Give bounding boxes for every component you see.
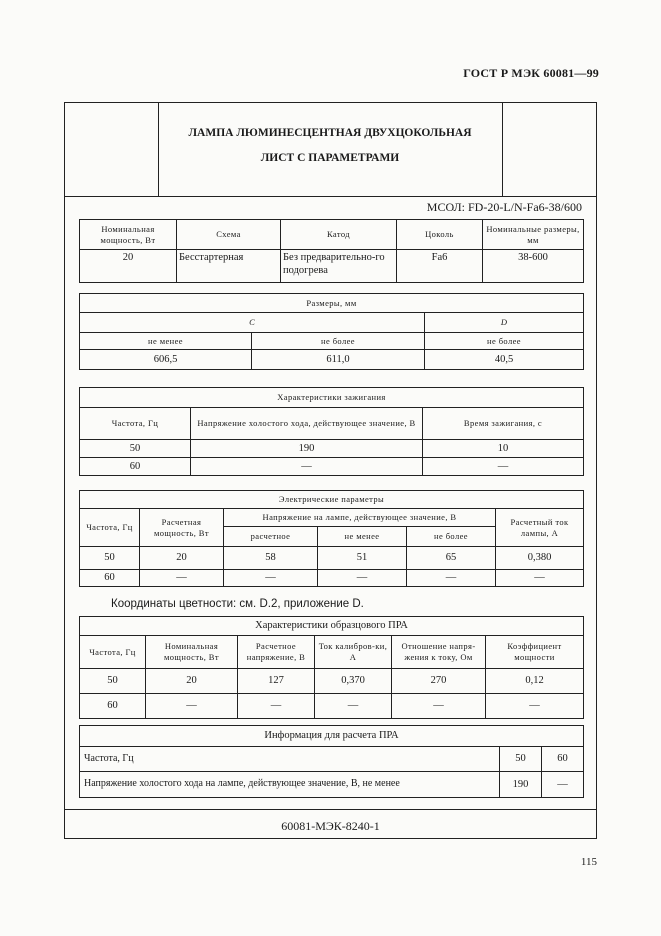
cell: — xyxy=(224,570,318,587)
page-number: 115 xyxy=(580,856,597,868)
header-open-voltage: Напряжение холостого хода, действующее значение, В xyxy=(191,408,423,440)
header-calibration-current: Ток калибров-ки, А xyxy=(315,636,392,669)
table-row xyxy=(80,772,584,798)
table-row xyxy=(80,333,584,350)
ballast-table xyxy=(79,616,584,719)
cell: 50 xyxy=(80,547,140,570)
cell: 51 xyxy=(318,547,407,570)
ignition-title: Характеристики зажигания xyxy=(80,388,584,408)
dimension-d-label: D xyxy=(425,313,584,333)
row-label-frequency: Частота, Гц xyxy=(80,747,500,772)
title-divider-left xyxy=(158,103,159,196)
sub-max: не более xyxy=(252,333,425,350)
ignition-table xyxy=(79,387,584,476)
table-row xyxy=(80,388,584,408)
cell: 10 xyxy=(423,440,584,458)
sheet-title: ЛАМПА ЛЮМИНЕСЦЕНТНАЯ ДВУХЦОКОЛЬНАЯ xyxy=(188,127,472,139)
cell: — xyxy=(318,570,407,587)
table-row xyxy=(80,669,584,694)
dimensions-title: Размеры, мм xyxy=(80,294,584,313)
sub-min: не менее xyxy=(80,333,252,350)
cell: 60 xyxy=(80,694,146,719)
cell: 60 xyxy=(80,458,191,476)
cell: — xyxy=(542,772,584,798)
cell: 65 xyxy=(407,547,496,570)
cell: 50 xyxy=(80,440,191,458)
cell: 0,380 xyxy=(496,547,584,570)
table-row xyxy=(80,636,584,669)
dimension-c-label: C xyxy=(80,313,425,333)
header-voltage-max: не более xyxy=(407,527,496,547)
value-d-max: 40,5 xyxy=(425,350,584,370)
header-power-factor: Коэффициент мощности xyxy=(486,636,584,669)
table-row xyxy=(80,617,584,636)
header-lamp-current: Расчетный ток лампы, А xyxy=(496,509,584,547)
cell-cap: Fa6 xyxy=(397,250,483,283)
cell: 50 xyxy=(500,747,542,772)
cell-scheme: Бесстартерная xyxy=(177,250,281,283)
table-row xyxy=(80,313,584,333)
table-row xyxy=(80,509,584,527)
cell-power: 20 xyxy=(80,250,177,283)
electrical-table xyxy=(79,490,584,587)
title-bottom-line xyxy=(65,196,596,197)
header-frequency: Частота, Гц xyxy=(80,636,146,669)
ballast-info-table xyxy=(79,725,584,798)
cell: 60 xyxy=(80,570,140,587)
table-row xyxy=(80,294,584,313)
dimensions-table xyxy=(79,293,584,370)
cell: 50 xyxy=(80,669,146,694)
header-frequency: Частота, Гц xyxy=(80,509,140,547)
header-scheme: Схема xyxy=(177,220,281,250)
cell: — xyxy=(486,694,584,719)
table-row xyxy=(80,491,584,509)
title-divider-right xyxy=(502,103,503,196)
cell: — xyxy=(423,458,584,476)
sheet-frame xyxy=(64,102,597,839)
header-voltage-current-ratio: Отношение напря-жения к току, Ом xyxy=(392,636,486,669)
cell: — xyxy=(238,694,315,719)
sheet-subtitle: ЛИСТ С ПАРАМЕТРАМИ xyxy=(260,152,400,164)
header-frequency: Частота, Гц xyxy=(80,408,191,440)
header-power: Расчетная мощность, Вт xyxy=(140,509,224,547)
lamp-designation: МСОЛ: FD-20-L/N-Fa6-38/600 xyxy=(426,200,582,214)
table-row xyxy=(80,458,584,476)
cell: — xyxy=(140,570,224,587)
cell: — xyxy=(496,570,584,587)
main-parameters-table xyxy=(79,219,584,283)
header-sizes: Номинальные размеры, мм xyxy=(483,220,584,250)
cell: 0,370 xyxy=(315,669,392,694)
sheet-code: 60081-МЭК-8240-1 xyxy=(281,819,380,833)
electrical-title: Электрические параметры xyxy=(80,491,584,509)
table-row xyxy=(80,570,584,587)
header-cathode: Катод xyxy=(281,220,397,250)
table-row xyxy=(80,440,584,458)
cell-cathode: Без предварительно-го подогрева xyxy=(281,250,397,283)
cell: 190 xyxy=(191,440,423,458)
header-cap: Цоколь xyxy=(397,220,483,250)
header-power: Номинальная мощность, Вт xyxy=(80,220,177,250)
table-row xyxy=(80,694,584,719)
header-voltage-min: не менее xyxy=(318,527,407,547)
footer-line xyxy=(65,809,596,810)
standard-designation: ГОСТ Р МЭК 60081—99 xyxy=(463,66,599,80)
cell: 0,12 xyxy=(486,669,584,694)
ballast-info-title: Информация для расчета ПРА xyxy=(80,726,584,747)
cell: 20 xyxy=(146,669,238,694)
row-label-open-voltage: Напряжение холостого хода на лампе, действующее значение, В, не менее xyxy=(80,772,500,798)
table-row xyxy=(80,220,584,250)
table-row xyxy=(80,350,584,370)
table-row xyxy=(80,726,584,747)
header-lamp-voltage: Напряжение на лампе, действующее значение, В xyxy=(224,509,496,527)
sub-max-d: не более xyxy=(425,333,584,350)
cell: 270 xyxy=(392,669,486,694)
chromaticity-note: Координаты цветности: см. D.2, приложение D. xyxy=(111,598,364,610)
cell: 20 xyxy=(140,547,224,570)
ballast-title: Характеристики образцового ПРА xyxy=(80,617,584,636)
cell: — xyxy=(191,458,423,476)
header-power: Номинальная мощность, Вт xyxy=(146,636,238,669)
cell: — xyxy=(315,694,392,719)
value-c-min: 606,5 xyxy=(80,350,252,370)
cell: 190 xyxy=(500,772,542,798)
header-rated-voltage: Расчетное напряжение, В xyxy=(238,636,315,669)
header-voltage-rated: расчетное xyxy=(224,527,318,547)
value-c-max: 611,0 xyxy=(252,350,425,370)
cell: — xyxy=(407,570,496,587)
cell: 60 xyxy=(542,747,584,772)
header-ignition-time: Время зажигания, с xyxy=(423,408,584,440)
cell: 127 xyxy=(238,669,315,694)
cell: — xyxy=(146,694,238,719)
cell: 58 xyxy=(224,547,318,570)
table-row xyxy=(80,250,584,283)
table-row xyxy=(80,547,584,570)
table-row xyxy=(80,408,584,440)
cell-sizes: 38-600 xyxy=(483,250,584,283)
cell: — xyxy=(392,694,486,719)
table-row xyxy=(80,747,584,772)
